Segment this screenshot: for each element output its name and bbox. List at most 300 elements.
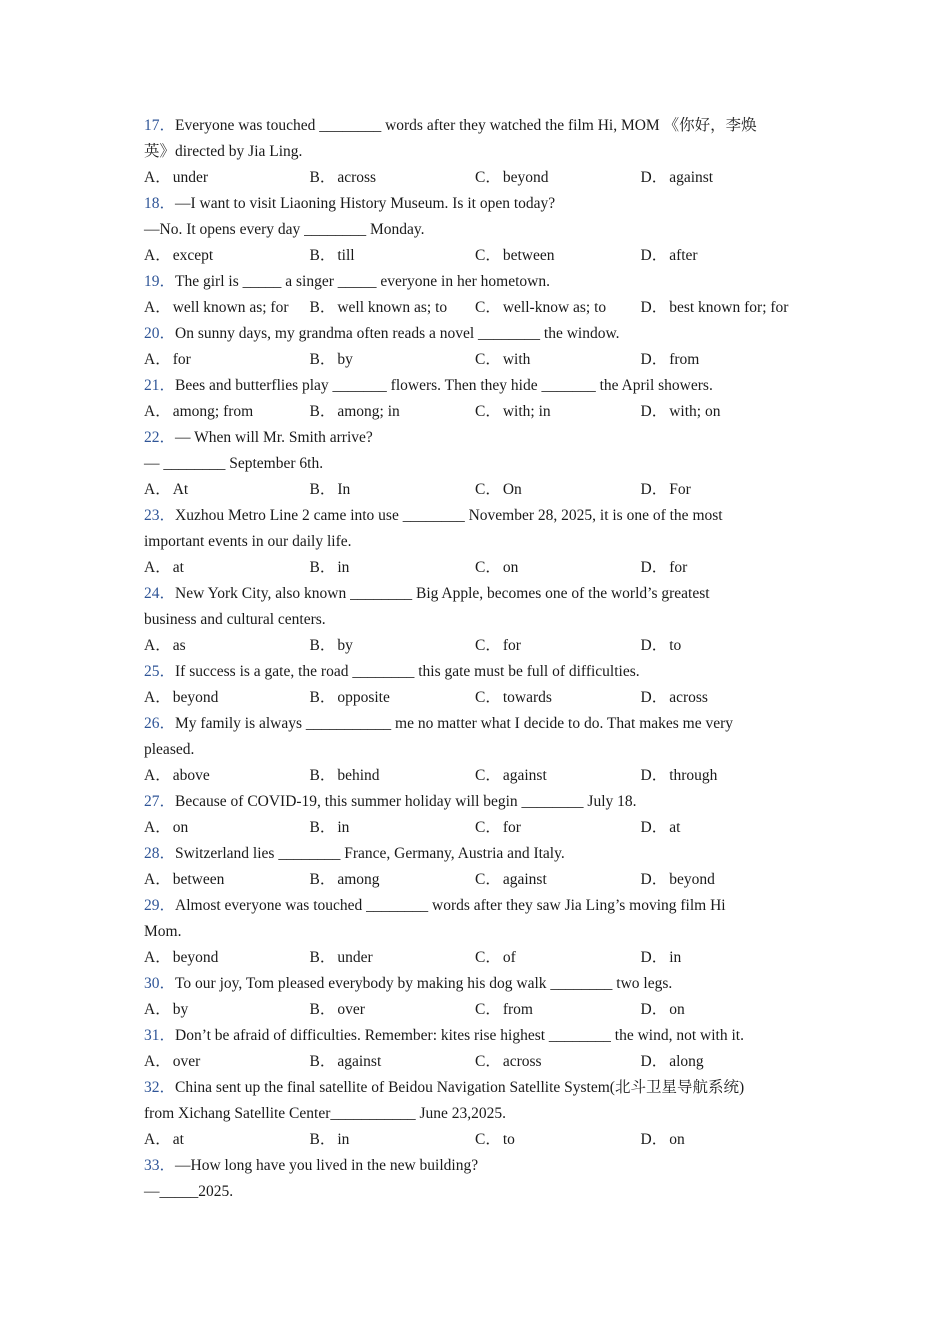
question-stem-line xyxy=(144,711,814,737)
option-text: beyond xyxy=(172,689,219,706)
option-b[interactable] xyxy=(310,165,476,191)
option-d[interactable] xyxy=(641,399,721,425)
option-b[interactable] xyxy=(310,945,476,971)
option-text: well-know as; to xyxy=(502,299,607,316)
question-stem-line xyxy=(144,971,814,997)
question-stem-line xyxy=(144,737,814,763)
question-number: 23 xyxy=(144,507,160,524)
option-text: beyond xyxy=(502,169,549,186)
option-b[interactable] xyxy=(310,243,476,269)
question-stem-line xyxy=(144,139,814,165)
question-text: China sent up the final satellite of Beidou Navigation Satellite System(北斗卫星导航系统) xyxy=(175,1079,745,1096)
option-d[interactable] xyxy=(641,815,681,841)
question-text: pleased. xyxy=(144,741,195,758)
option-text: behind xyxy=(337,767,380,784)
option-b[interactable] xyxy=(310,633,476,659)
question-26 xyxy=(144,711,814,789)
option-letter: D． xyxy=(640,351,668,368)
question-number: 33 xyxy=(144,1157,160,1174)
option-text: across xyxy=(337,169,377,186)
answer-options xyxy=(144,633,814,659)
option-letter: A． xyxy=(144,637,171,654)
option-letter: A． xyxy=(144,1053,171,1070)
option-text: along xyxy=(669,1053,704,1070)
option-text: at xyxy=(669,819,681,836)
option-text: on xyxy=(502,559,519,576)
question-33 xyxy=(144,1153,814,1205)
question-20 xyxy=(144,321,814,373)
option-text: with; in xyxy=(502,403,551,420)
question-stem-line xyxy=(144,451,814,477)
question-text: Don’t be afraid of difficulties. Remember: kites rise highest ________ the wind, not with it. xyxy=(175,1027,744,1044)
answer-options xyxy=(144,477,814,503)
question-text: My family is always ___________ me no matter what I decide to do. That makes me very xyxy=(175,715,734,732)
option-a[interactable] xyxy=(144,399,310,425)
option-letter: A． xyxy=(144,169,171,186)
option-b[interactable] xyxy=(310,1049,476,1075)
question-stem-line xyxy=(144,529,814,555)
option-text: in xyxy=(669,949,682,966)
option-letter: C． xyxy=(475,403,501,420)
answer-options xyxy=(144,243,814,269)
option-d[interactable] xyxy=(641,295,789,321)
option-letter: C． xyxy=(475,689,501,706)
option-c[interactable] xyxy=(475,633,641,659)
option-text: by xyxy=(172,1001,189,1018)
option-text: till xyxy=(337,247,355,264)
answer-options xyxy=(144,347,814,373)
question-text: The girl is _____ a singer _____ everyone in her hometown. xyxy=(175,273,550,290)
option-text: as xyxy=(172,637,186,654)
question-number: 30 xyxy=(144,975,160,992)
question-stem-line xyxy=(144,1153,814,1179)
option-c[interactable] xyxy=(475,997,641,1023)
option-letter: D． xyxy=(640,819,668,836)
option-letter: A． xyxy=(144,1001,171,1018)
option-d[interactable] xyxy=(641,763,718,789)
option-b[interactable] xyxy=(310,867,476,893)
option-a[interactable] xyxy=(144,997,310,1023)
question-number-separator: ． xyxy=(159,975,176,992)
question-text: important events in our daily life. xyxy=(144,533,352,550)
question-stem-line xyxy=(144,1179,814,1205)
option-c[interactable] xyxy=(475,165,641,191)
question-17 xyxy=(144,113,814,191)
question-number: 25 xyxy=(144,663,160,680)
option-b[interactable] xyxy=(310,1127,476,1153)
option-text: on xyxy=(669,1001,685,1018)
question-text: To our joy, Tom pleased everybody by making his dog walk ________ two legs. xyxy=(175,975,673,992)
option-b[interactable] xyxy=(310,685,476,711)
option-b[interactable] xyxy=(310,997,476,1023)
option-a[interactable] xyxy=(144,243,310,269)
option-text: among xyxy=(337,871,380,888)
option-text: with; on xyxy=(669,403,721,420)
option-letter: D． xyxy=(640,949,668,966)
option-c[interactable] xyxy=(475,347,641,373)
question-number: 32 xyxy=(144,1079,160,1096)
option-c[interactable] xyxy=(475,815,641,841)
option-letter: A． xyxy=(144,767,171,784)
question-text: 英》directed by Jia Ling. xyxy=(144,143,303,160)
question-text: New York City, also known ________ Big Apple, becomes one of the world’s greatest xyxy=(175,585,710,602)
option-letter: C． xyxy=(475,871,501,888)
option-letter: B． xyxy=(309,819,336,836)
option-letter: C． xyxy=(475,247,501,264)
question-text: —No. It opens every day ________ Monday. xyxy=(144,221,425,238)
question-stem-line xyxy=(144,425,814,451)
question-stem-line xyxy=(144,789,814,815)
question-number-separator: ． xyxy=(159,715,176,732)
option-a[interactable] xyxy=(144,763,310,789)
option-a[interactable] xyxy=(144,633,310,659)
question-text: —_____2025. xyxy=(144,1183,234,1200)
option-d[interactable] xyxy=(641,685,708,711)
option-text: among; from xyxy=(172,403,254,420)
answer-options xyxy=(144,1049,814,1075)
option-letter: C． xyxy=(475,1131,501,1148)
question-number-separator: ． xyxy=(159,793,176,810)
question-stem-line xyxy=(144,893,814,919)
option-letter: C． xyxy=(475,169,501,186)
option-letter: C． xyxy=(475,351,501,368)
option-text: across xyxy=(669,689,708,706)
question-27 xyxy=(144,789,814,841)
question-number-separator: ． xyxy=(159,1079,176,1096)
option-c[interactable] xyxy=(475,945,641,971)
question-number: 22 xyxy=(144,429,160,446)
question-number: 17 xyxy=(144,117,160,134)
option-d[interactable] xyxy=(641,945,682,971)
option-letter: B． xyxy=(309,689,336,706)
option-text: by xyxy=(337,351,353,368)
option-c[interactable] xyxy=(475,685,641,711)
option-d[interactable] xyxy=(641,867,715,893)
option-text: over xyxy=(172,1053,201,1070)
option-d[interactable] xyxy=(641,633,682,659)
option-text: beyond xyxy=(669,871,715,888)
question-stem-line xyxy=(144,217,814,243)
option-text: between xyxy=(502,247,555,264)
option-letter: B． xyxy=(309,351,336,368)
option-c[interactable] xyxy=(475,399,641,425)
question-30 xyxy=(144,971,814,1023)
question-number-separator: ． xyxy=(159,377,176,394)
option-text: in xyxy=(337,819,350,836)
question-stem-line xyxy=(144,113,814,139)
question-stem-line xyxy=(144,1075,814,1101)
option-letter: B． xyxy=(309,559,336,576)
question-25 xyxy=(144,659,814,711)
option-letter: D． xyxy=(640,1131,668,1148)
option-letter: D． xyxy=(640,689,668,706)
answer-options xyxy=(144,1127,814,1153)
option-letter: A． xyxy=(144,403,171,420)
option-d[interactable] xyxy=(641,555,688,581)
question-number-separator: ． xyxy=(159,845,176,862)
question-24 xyxy=(144,581,814,659)
option-d[interactable] xyxy=(641,347,700,373)
option-text: against xyxy=(337,1053,382,1070)
option-letter: A． xyxy=(144,481,171,498)
option-letter: D． xyxy=(640,1053,668,1070)
option-letter: B． xyxy=(309,871,336,888)
option-letter: C． xyxy=(475,559,501,576)
option-d[interactable] xyxy=(641,1049,704,1075)
option-b[interactable] xyxy=(310,763,476,789)
option-text: to xyxy=(669,637,682,654)
option-text: on xyxy=(172,819,189,836)
option-a[interactable] xyxy=(144,815,310,841)
question-text: — When will Mr. Smith arrive? xyxy=(175,429,373,446)
option-text: towards xyxy=(502,689,552,706)
option-a[interactable] xyxy=(144,685,310,711)
option-letter: C． xyxy=(475,1001,501,1018)
question-number: 18 xyxy=(144,195,160,212)
answer-options xyxy=(144,295,814,321)
question-18 xyxy=(144,191,814,269)
option-text: for xyxy=(502,819,521,836)
option-text: over xyxy=(337,1001,365,1018)
option-b[interactable] xyxy=(310,347,476,373)
option-letter: D． xyxy=(640,767,668,784)
question-text: from Xichang Satellite Center___________ June 23,2025. xyxy=(144,1105,507,1122)
question-number-separator: ． xyxy=(159,273,176,290)
option-a[interactable] xyxy=(144,867,310,893)
option-text: after xyxy=(669,247,698,264)
option-text: from xyxy=(669,351,700,368)
option-text: for xyxy=(172,351,191,368)
question-28 xyxy=(144,841,814,893)
option-d[interactable] xyxy=(641,243,698,269)
question-text: Everyone was touched ________ words after they watched the film Hi, MOM 《你好，李焕 xyxy=(175,117,757,134)
option-text: against xyxy=(502,871,547,888)
option-c[interactable] xyxy=(475,1127,641,1153)
option-letter: D． xyxy=(640,247,668,264)
question-number-separator: ． xyxy=(159,585,176,602)
option-letter: D． xyxy=(640,871,668,888)
question-number: 31 xyxy=(144,1027,160,1044)
question-text: Mom. xyxy=(144,923,182,940)
option-text: in xyxy=(337,559,350,576)
option-letter: A． xyxy=(144,1131,171,1148)
option-text: by xyxy=(337,637,353,654)
option-a[interactable] xyxy=(144,347,310,373)
option-c[interactable] xyxy=(475,243,641,269)
question-stem-line xyxy=(144,269,814,295)
answer-options xyxy=(144,815,814,841)
option-letter: A． xyxy=(144,351,171,368)
option-text: opposite xyxy=(337,689,390,706)
option-letter: B． xyxy=(309,1131,336,1148)
answer-options xyxy=(144,763,814,789)
option-b[interactable] xyxy=(310,295,476,321)
answer-options xyxy=(144,867,814,893)
option-text: among; in xyxy=(337,403,400,420)
question-number: 29 xyxy=(144,897,160,914)
answer-options xyxy=(144,945,814,971)
option-letter: B． xyxy=(309,949,336,966)
option-letter: D． xyxy=(640,299,668,316)
option-letter: A． xyxy=(144,559,171,576)
question-list xyxy=(144,113,814,1205)
option-text: with xyxy=(502,351,531,368)
question-number: 28 xyxy=(144,845,160,862)
question-number-separator: ． xyxy=(159,1157,176,1174)
option-text: For xyxy=(669,481,691,498)
question-stem-line xyxy=(144,1101,814,1127)
question-number-separator: ． xyxy=(159,897,176,914)
option-letter: B． xyxy=(309,637,336,654)
question-number-separator: ． xyxy=(159,429,176,446)
option-text: at xyxy=(172,1131,184,1148)
question-number-separator: ． xyxy=(159,1027,176,1044)
option-text: well known as; to xyxy=(337,299,448,316)
option-b[interactable] xyxy=(310,815,476,841)
question-stem-line xyxy=(144,373,814,399)
question-text: Switzerland lies ________ France, Germany, Austria and Italy. xyxy=(175,845,565,862)
question-stem-line xyxy=(144,841,814,867)
option-letter: C． xyxy=(475,637,501,654)
answer-options xyxy=(144,165,814,191)
question-number-separator: ． xyxy=(159,117,176,134)
option-letter: D． xyxy=(640,1001,668,1018)
question-stem-line xyxy=(144,581,814,607)
question-number-separator: ． xyxy=(159,325,176,342)
question-31 xyxy=(144,1023,814,1075)
question-stem-line xyxy=(144,321,814,347)
option-text: beyond xyxy=(172,949,219,966)
option-a[interactable] xyxy=(144,295,310,321)
option-b[interactable] xyxy=(310,477,476,503)
option-d[interactable] xyxy=(641,997,685,1023)
option-text: In xyxy=(337,481,351,498)
option-text: across xyxy=(502,1053,542,1070)
option-letter: A． xyxy=(144,247,171,264)
option-letter: C． xyxy=(475,949,501,966)
question-text: Bees and butterflies play _______ flowers. Then they hide _______ the April showers. xyxy=(175,377,713,394)
question-stem-line xyxy=(144,1023,814,1049)
question-19 xyxy=(144,269,814,321)
question-stem-line xyxy=(144,503,814,529)
question-text: — ________ September 6th. xyxy=(144,455,324,472)
question-text: Xuzhou Metro Line 2 came into use ________ November 28, 2025, it is one of the most xyxy=(175,507,723,524)
question-22 xyxy=(144,425,814,503)
option-letter: D． xyxy=(640,403,668,420)
option-letter: A． xyxy=(144,689,171,706)
option-letter: D． xyxy=(640,169,668,186)
option-letter: C． xyxy=(475,481,501,498)
option-c[interactable] xyxy=(475,763,641,789)
option-text: to xyxy=(502,1131,515,1148)
option-letter: D． xyxy=(640,637,668,654)
answer-options xyxy=(144,685,814,711)
option-letter: A． xyxy=(144,819,171,836)
option-letter: A． xyxy=(144,299,171,316)
question-23 xyxy=(144,503,814,581)
option-a[interactable] xyxy=(144,945,310,971)
question-text: Because of COVID-19, this summer holiday will begin ________ July 18. xyxy=(175,793,637,810)
option-a[interactable] xyxy=(144,555,310,581)
question-21 xyxy=(144,373,814,425)
option-c[interactable] xyxy=(475,555,641,581)
option-c[interactable] xyxy=(475,1049,641,1075)
option-text: At xyxy=(172,481,189,498)
question-stem-line xyxy=(144,607,814,633)
option-c[interactable] xyxy=(475,477,641,503)
question-number: 26 xyxy=(144,715,160,732)
question-stem-line xyxy=(144,191,814,217)
option-a[interactable] xyxy=(144,1049,310,1075)
option-a[interactable] xyxy=(144,165,310,191)
option-d[interactable] xyxy=(641,1127,685,1153)
option-letter: B． xyxy=(309,169,336,186)
option-text: from xyxy=(502,1001,533,1018)
question-32 xyxy=(144,1075,814,1153)
option-text: for xyxy=(502,637,521,654)
question-text: —I want to visit Liaoning History Museum. Is it open today? xyxy=(175,195,556,212)
option-text: except xyxy=(172,247,214,264)
option-text: in xyxy=(337,1131,350,1148)
option-text: under xyxy=(172,169,208,186)
option-text: above xyxy=(172,767,210,784)
option-b[interactable] xyxy=(310,555,476,581)
question-number-separator: ． xyxy=(159,663,176,680)
question-number: 19 xyxy=(144,273,160,290)
answer-options xyxy=(144,555,814,581)
option-letter: B． xyxy=(309,403,336,420)
option-letter: C． xyxy=(475,1053,501,1070)
option-text: on xyxy=(669,1131,685,1148)
option-a[interactable] xyxy=(144,1127,310,1153)
answer-options xyxy=(144,399,814,425)
option-c[interactable] xyxy=(475,295,641,321)
option-letter: B． xyxy=(309,1001,336,1018)
question-stem-line xyxy=(144,919,814,945)
option-letter: D． xyxy=(640,481,668,498)
option-c[interactable] xyxy=(475,867,641,893)
option-d[interactable] xyxy=(641,165,714,191)
question-number: 24 xyxy=(144,585,160,602)
option-letter: B． xyxy=(309,481,336,498)
question-number: 21 xyxy=(144,377,160,394)
question-29 xyxy=(144,893,814,971)
option-letter: B． xyxy=(309,299,336,316)
option-letter: C． xyxy=(475,767,501,784)
option-text: On xyxy=(502,481,522,498)
option-letter: C． xyxy=(475,819,501,836)
option-text: well known as; for xyxy=(172,299,289,316)
option-b[interactable] xyxy=(310,399,476,425)
option-letter: B． xyxy=(309,767,336,784)
option-d[interactable] xyxy=(641,477,691,503)
question-text: business and cultural centers. xyxy=(144,611,326,628)
option-text: against xyxy=(669,169,714,186)
question-text: On sunny days, my grandma often reads a novel ________ the window. xyxy=(175,325,620,342)
option-text: of xyxy=(502,949,516,966)
option-text: through xyxy=(669,767,718,784)
question-number-separator: ． xyxy=(159,195,176,212)
option-letter: B． xyxy=(309,1053,336,1070)
option-letter: D． xyxy=(640,559,668,576)
option-letter: A． xyxy=(144,949,171,966)
option-text: at xyxy=(172,559,184,576)
question-stem-line xyxy=(144,659,814,685)
question-number: 27 xyxy=(144,793,160,810)
question-text: If success is a gate, the road ________ this gate must be full of difficulties. xyxy=(175,663,640,680)
option-text: between xyxy=(172,871,225,888)
option-a[interactable] xyxy=(144,477,310,503)
